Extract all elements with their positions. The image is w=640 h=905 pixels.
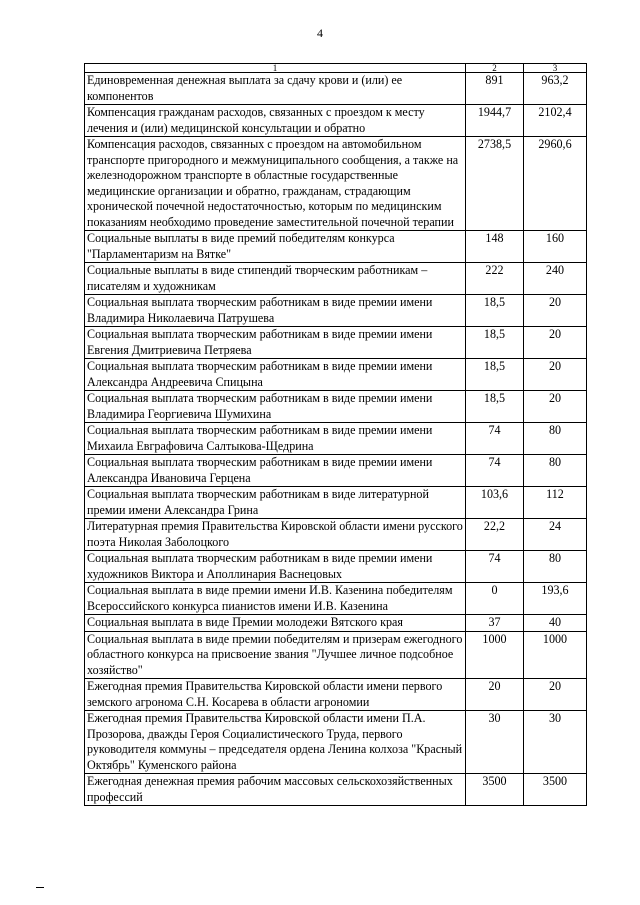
row-value-2: 148 (466, 231, 524, 263)
row-value-3: 80 (524, 551, 587, 583)
row-value-2: 3500 (466, 774, 524, 806)
row-value-3: 112 (524, 487, 587, 519)
row-value-2: 18,5 (466, 327, 524, 359)
row-value-2: 1000 (466, 631, 524, 679)
row-name: Ежегодная денежная премия рабочим массовых сельскохозяйственных профессий (85, 774, 466, 806)
row-name: Ежегодная премия Правительства Кировской области имени первого земского агронома С.Н. Косарева в области агрономии (85, 679, 466, 711)
table-row (85, 679, 587, 711)
row-value-2: 30 (466, 711, 524, 774)
column-header-2: 2 (466, 64, 524, 73)
table-row (85, 615, 587, 632)
row-name: Социальная выплата в виде премии имени И.В. Казенина победителям Всероссийского конкурса пианистов имени И.В. Казенина (85, 583, 466, 615)
table-row (85, 295, 587, 327)
row-value-3: 20 (524, 327, 587, 359)
row-value-2: 37 (466, 615, 524, 632)
row-name: Компенсация гражданам расходов, связанных с проездом к месту лечения и (или) медицинской консультации и обратно (85, 105, 466, 137)
row-value-3: 160 (524, 231, 587, 263)
row-value-2: 222 (466, 263, 524, 295)
table-header-row (85, 64, 587, 73)
row-name: Единовременная денежная выплата за сдачу крови и (или) ее компонентов (85, 73, 466, 105)
row-value-3: 30 (524, 711, 587, 774)
column-header-3: 3 (524, 64, 587, 73)
table-row (85, 519, 587, 551)
table-row (85, 263, 587, 295)
row-value-3: 20 (524, 391, 587, 423)
row-value-3: 20 (524, 679, 587, 711)
row-value-3: 20 (524, 359, 587, 391)
expenses-table (84, 63, 587, 806)
row-value-3: 240 (524, 263, 587, 295)
row-name: Социальная выплата творческим работникам в виде премии имени Владимира Николаевича Патрушева (85, 295, 466, 327)
row-value-2: 2738,5 (466, 137, 524, 231)
table-row (85, 327, 587, 359)
row-value-3: 40 (524, 615, 587, 632)
row-value-3: 20 (524, 295, 587, 327)
table-row (85, 105, 587, 137)
column-header-1: 1 (85, 64, 466, 73)
row-name: Социальная выплата творческим работникам в виде премии имени Евгения Дмитриевича Петряева (85, 327, 466, 359)
row-name: Литературная премия Правительства Кировской области имени русского поэта Николая Заболоцкого (85, 519, 466, 551)
row-name: Социальные выплаты в виде стипендий творческим работникам – писателям и художникам (85, 263, 466, 295)
row-name: Социальная выплата творческим работникам в виде премии имени Александра Андреевича Спицына (85, 359, 466, 391)
row-value-2: 22,2 (466, 519, 524, 551)
row-name: Социальная выплата творческим работникам в виде премии имени художников Виктора и Аполлинария Васнецовых (85, 551, 466, 583)
row-name: Социальные выплаты в виде премий победителям конкурса "Парламентаризм на Вятке" (85, 231, 466, 263)
row-value-2: 74 (466, 455, 524, 487)
row-value-2: 74 (466, 551, 524, 583)
row-name: Социальная выплата творческим работникам в виде литературной премии имени Александра Грина (85, 487, 466, 519)
table-row (85, 551, 587, 583)
row-value-2: 18,5 (466, 295, 524, 327)
row-value-3: 2102,4 (524, 105, 587, 137)
page-number: 4 (317, 26, 323, 40)
row-name: Социальная выплата в виде премии победителям и призерам ежегодного областного конкурса на присвоение звания "Лучшее личное подсобное хозяйство" (85, 631, 466, 679)
table-row (85, 487, 587, 519)
table-row (85, 423, 587, 455)
row-value-2: 20 (466, 679, 524, 711)
row-value-3: 2960,6 (524, 137, 587, 231)
table-row (85, 231, 587, 263)
row-value-2: 74 (466, 423, 524, 455)
table-row (85, 774, 587, 806)
row-name: Социальная выплата творческим работникам в виде премии имени Владимира Георгиевича Шумихина (85, 391, 466, 423)
table-row (85, 73, 587, 105)
row-value-2: 18,5 (466, 359, 524, 391)
table-row (85, 711, 587, 774)
table-row (85, 583, 587, 615)
row-value-2: 103,6 (466, 487, 524, 519)
row-name: Ежегодная премия Правительства Кировской области имени П.А. Прозорова, дважды Героя Социалистического Труда, первого руководителя коммуны – председателя ордена Ленина колхоза "Красный Октябрь" Куменского района (85, 711, 466, 774)
row-value-2: 18,5 (466, 391, 524, 423)
row-value-2: 0 (466, 583, 524, 615)
row-value-2: 1944,7 (466, 105, 524, 137)
row-name: Компенсация расходов, связанных с проездом на автомобильном транспорте пригородного и межмуниципального сообщения, а также на железнодорожном транспорте в областные государственные медицинские организации и обратно, гражданам, страдающим хронической почечной недостаточностью, которым по медицинским показаниям необходимо проведение заместительной почечной терапии (85, 137, 466, 231)
row-name: Социальная выплата творческим работникам в виде премии имени Александра Ивановича Герцена (85, 455, 466, 487)
table-row (85, 455, 587, 487)
row-value-3: 963,2 (524, 73, 587, 105)
row-value-3: 24 (524, 519, 587, 551)
row-value-2: 891 (466, 73, 524, 105)
row-value-3: 80 (524, 423, 587, 455)
row-value-3: 3500 (524, 774, 587, 806)
table-row (85, 391, 587, 423)
row-value-3: 1000 (524, 631, 587, 679)
row-name: Социальная выплата творческим работникам в виде премии имени Михаила Евграфовича Салтыкова-Щедрина (85, 423, 466, 455)
table-row (85, 359, 587, 391)
page-edge-mark (36, 887, 44, 888)
table-row (85, 137, 587, 231)
row-value-3: 193,6 (524, 583, 587, 615)
table-row (85, 631, 587, 679)
row-name: Социальная выплата в виде Премии молодежи Вятского края (85, 615, 466, 632)
row-value-3: 80 (524, 455, 587, 487)
